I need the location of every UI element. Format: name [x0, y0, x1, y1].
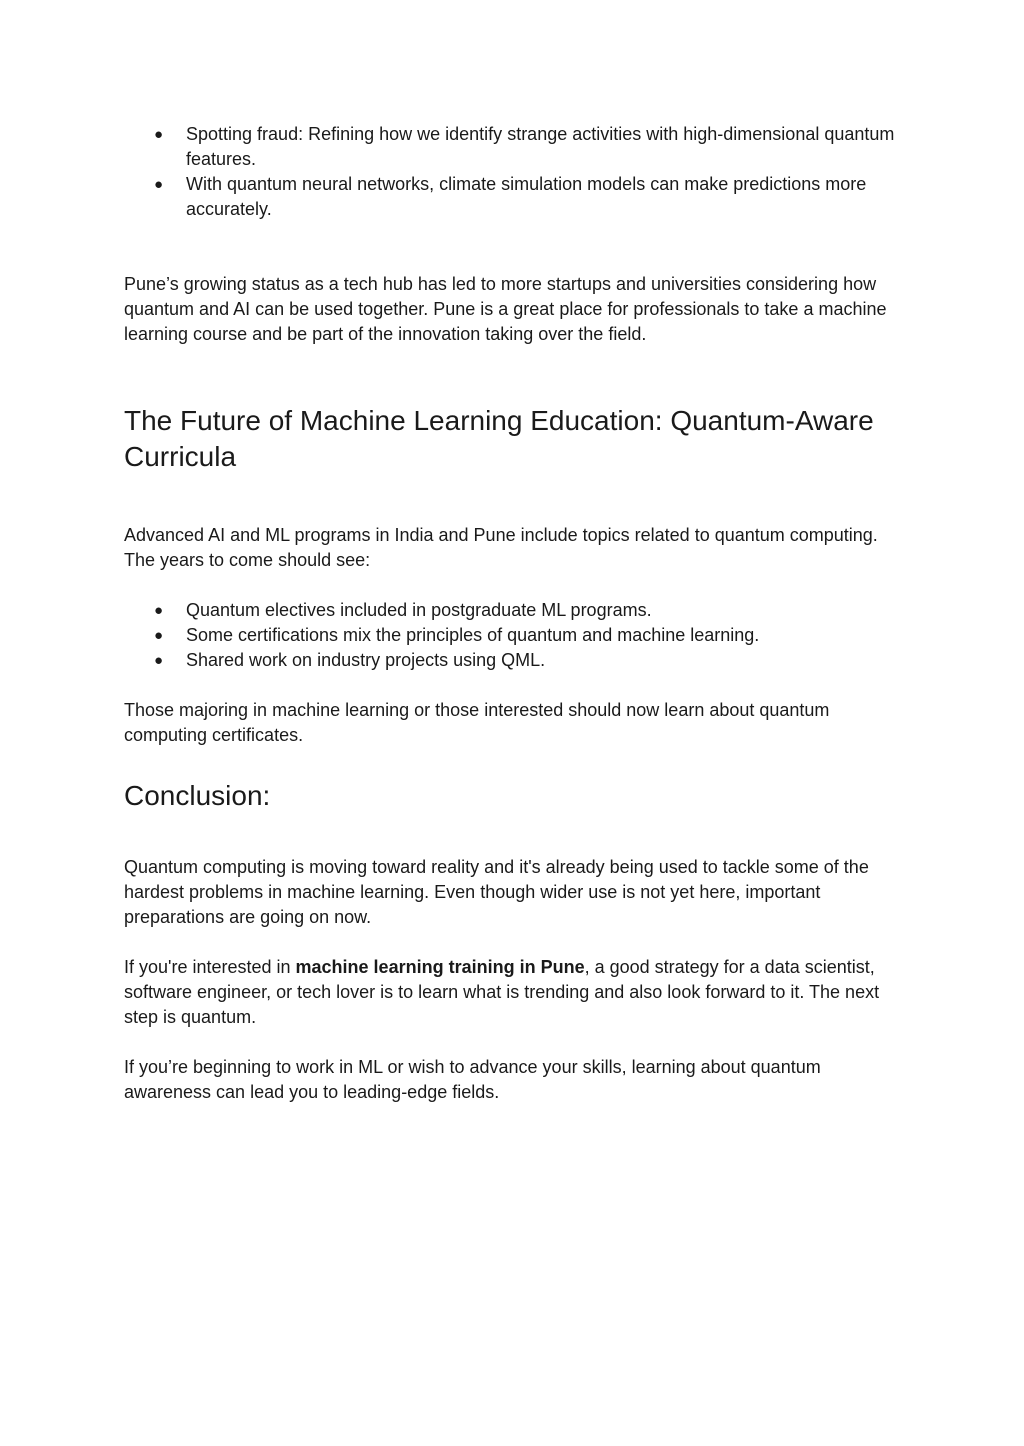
list-item-text: Spotting fraud: Refining how we identify strange activities with high-dimensional quantum features.	[186, 124, 895, 169]
paragraph-conclusion: Quantum computing is moving toward reality and it's already being used to tackle some of the hardest problems in machine learning. Even though wider use is not yet here, important preparations are going on now.	[124, 857, 869, 927]
paragraph-beginning: If you’re beginning to work in ML or wish to advance your skills, learning about quantum awareness can lead you to leading-edge fields.	[124, 1057, 821, 1102]
bullet-list-programs	[124, 598, 900, 673]
list-item	[124, 122, 900, 172]
list-item-text: Quantum electives included in postgraduate ML programs.	[186, 600, 652, 620]
bullet-icon: ●	[154, 176, 164, 193]
bullet-icon: ●	[154, 652, 164, 669]
list-item-text: Shared work on industry projects using QML.	[186, 650, 546, 670]
bold-keyword: machine learning training in Pune	[295, 957, 585, 977]
bullet-icon: ●	[154, 126, 164, 143]
text-run: , a good strategy for a data scientist, software engineer, or tech lover is to learn what is trending and also look forward to it. The next step is quantum.	[124, 957, 880, 1027]
paragraph-interested	[124, 955, 900, 1030]
paragraph-advanced: Advanced AI and ML programs in India and Pune include topics related to quantum computing. The years to come should see:	[124, 525, 878, 570]
list-item	[124, 623, 900, 648]
list-item-text: Some certifications mix the principles of quantum and machine learning.	[186, 625, 760, 645]
paragraph-pune: Pune’s growing status as a tech hub has led to more startups and universities considering how quantum and AI can be used together. Pune is a great place for professionals to take a machine learning course and be part of the innovation taking over the field.	[124, 274, 887, 344]
list-item	[124, 172, 900, 222]
bullet-list-applications	[124, 122, 900, 222]
paragraph-majoring: Those majoring in machine learning or those interested should now learn about quantum computing certificates.	[124, 700, 830, 745]
document-body	[124, 122, 900, 1105]
list-item-text: With quantum neural networks, climate simulation models can make predictions more accurately.	[186, 174, 867, 219]
bullet-icon: ●	[154, 602, 164, 619]
text-run: If you're interested in	[124, 957, 296, 977]
list-item	[124, 598, 900, 623]
heading-future: The Future of Machine Learning Education: Quantum-Aware Curricula	[124, 405, 874, 472]
heading-conclusion: Conclusion:	[124, 780, 271, 811]
list-item	[124, 648, 900, 673]
bullet-icon: ●	[154, 627, 164, 644]
